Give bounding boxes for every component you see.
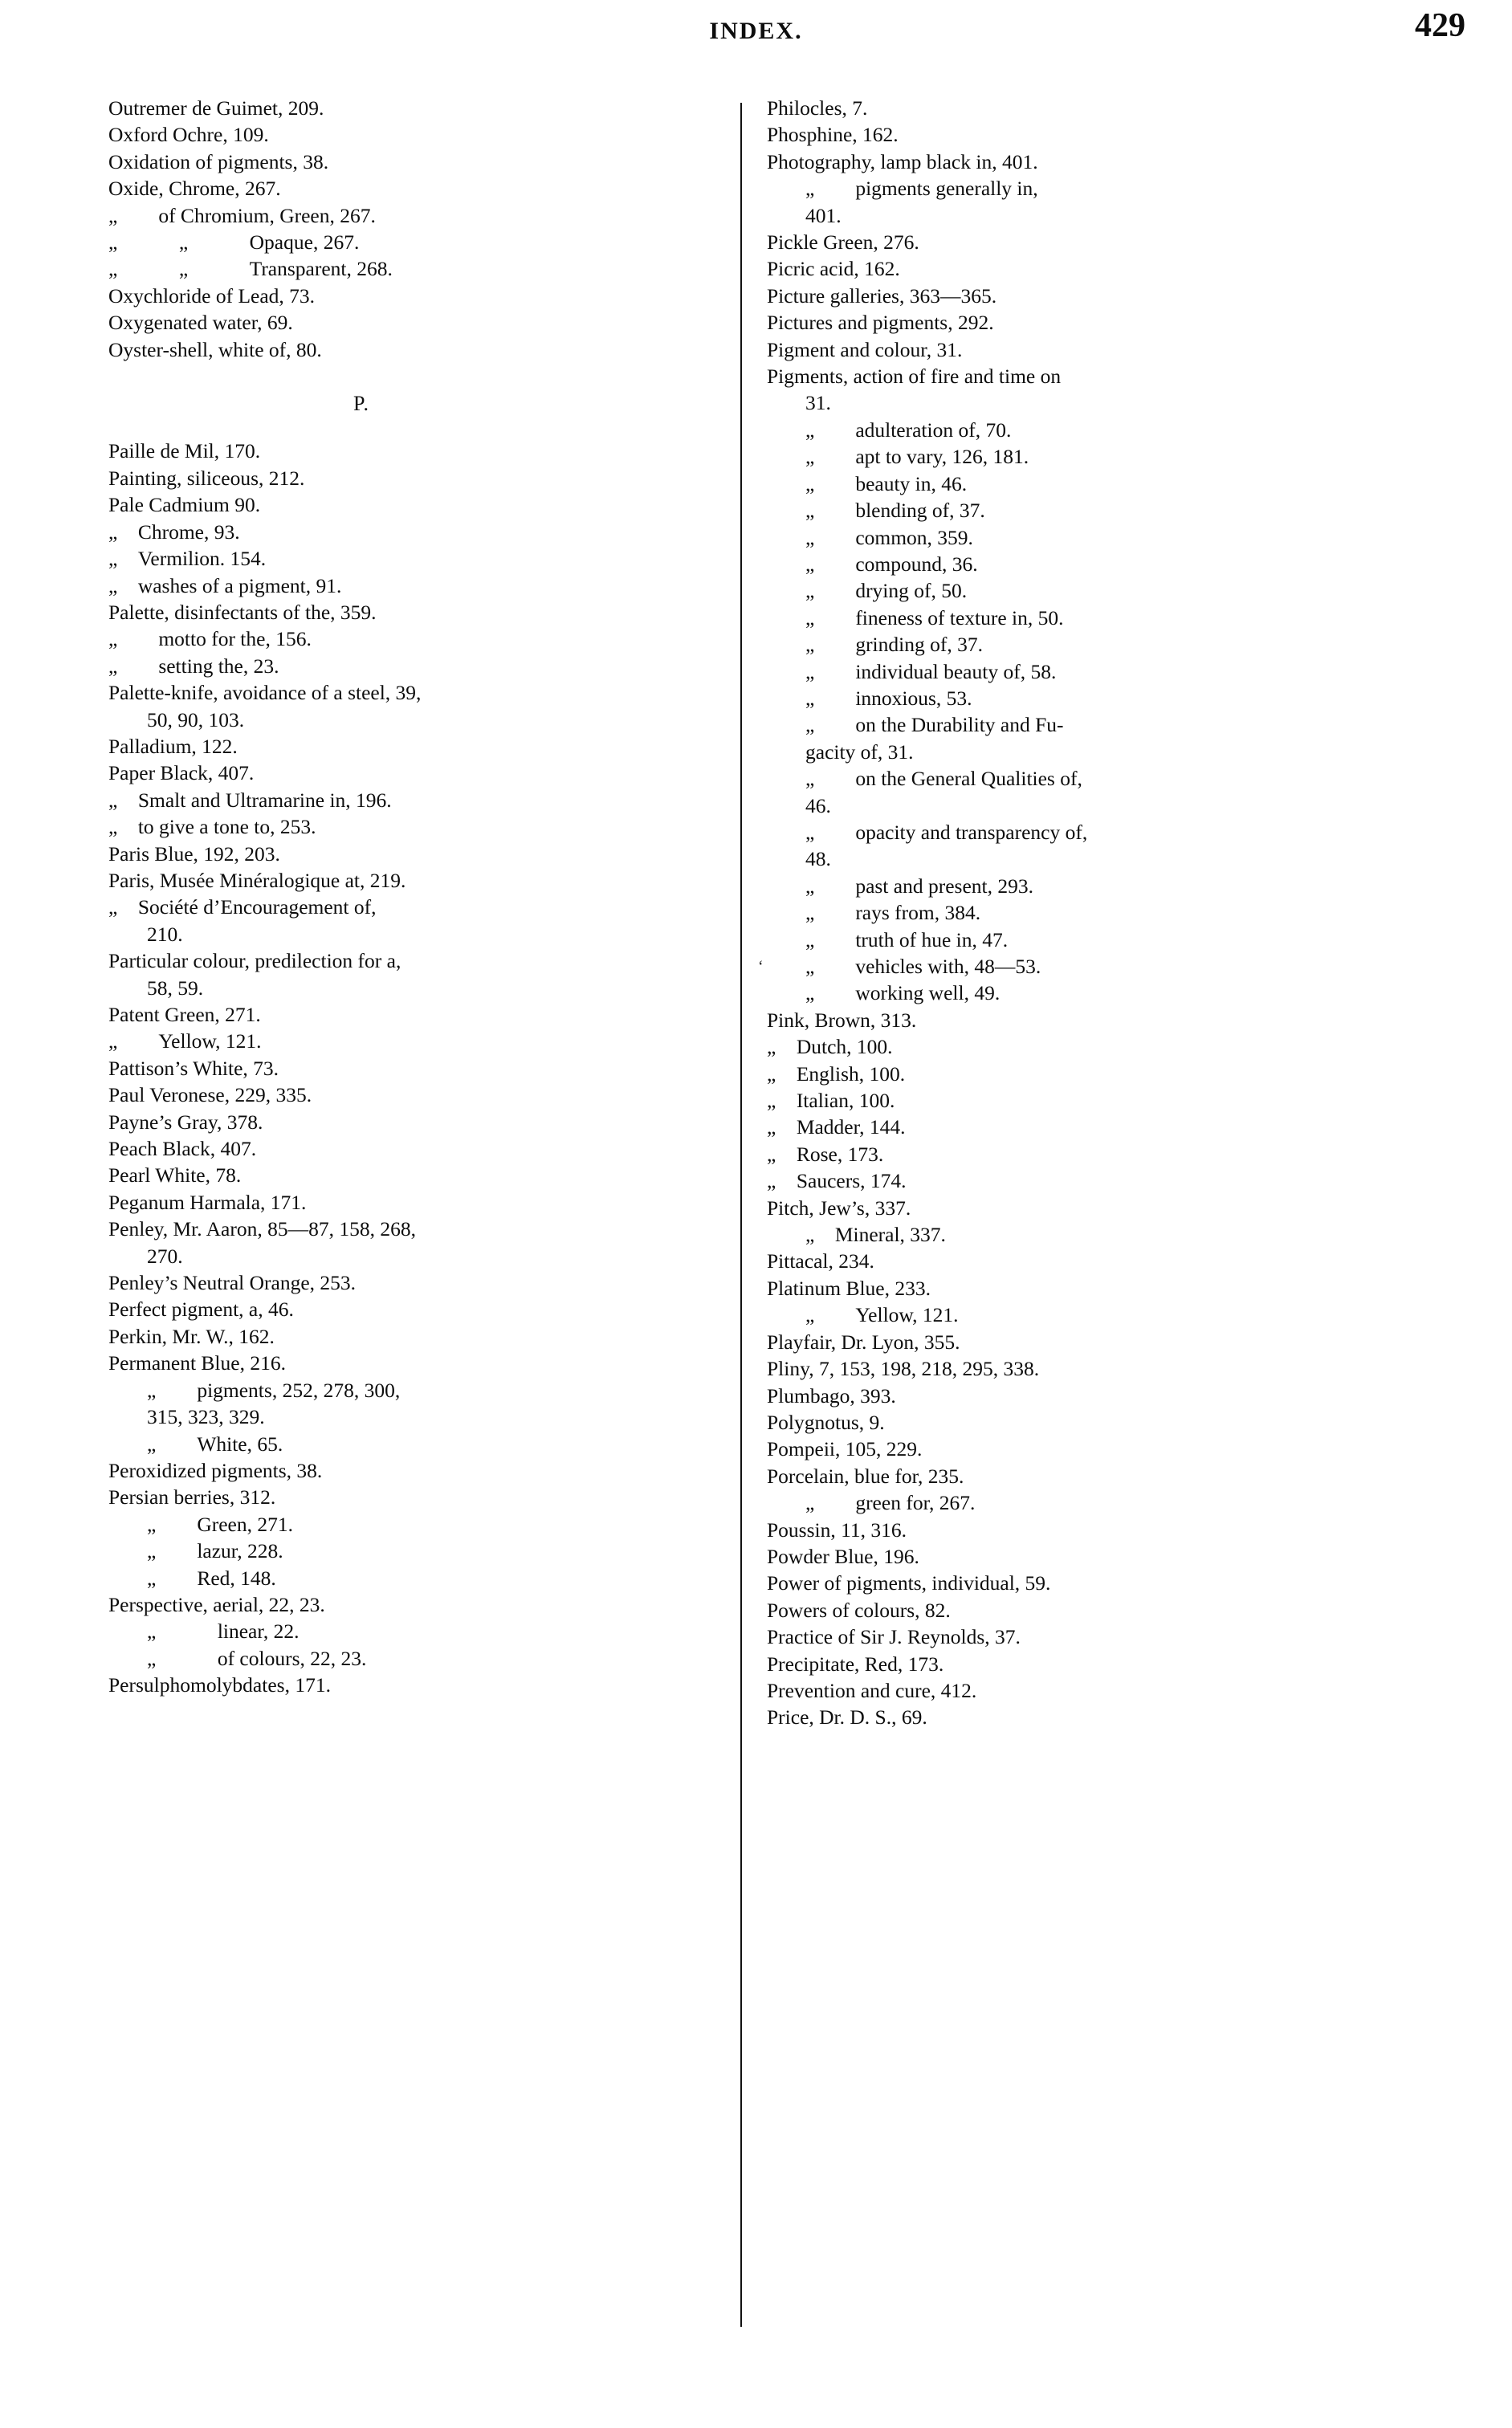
index-entry: 48.: [805, 847, 831, 871]
index-entry: Pattison’s White, 73.: [108, 1056, 279, 1080]
index-entry: „ pigments, 252, 278, 300,: [147, 1378, 401, 1402]
page-number: 429: [1415, 7, 1465, 44]
index-entry: Picture galleries, 363—365.: [767, 283, 997, 308]
index-entry: Pliny, 7, 153, 198, 218, 295, 338.: [767, 1357, 1040, 1381]
left-entry-group-o: [108, 95, 743, 363]
left-column: [108, 95, 743, 1699]
index-entry: „ Green, 271.: [147, 1512, 293, 1536]
index-entry: Palette, disinfectants of the, 359.: [108, 600, 377, 624]
index-entry: 270.: [147, 1244, 183, 1268]
index-entry: „ past and present, 293.: [805, 874, 1033, 898]
index-entry: Oxygenated water, 69.: [108, 311, 293, 335]
index-entry: „ „ Opaque, 267.: [108, 230, 360, 255]
index-entry: Penley, Mr. Aaron, 85—87, 158, 268,: [108, 1217, 416, 1241]
index-entry: Oyster-shell, white of, 80.: [108, 337, 322, 361]
index-entry: Precipitate, Red, 173.: [767, 1652, 944, 1676]
index-entry: gacity of, 31.: [805, 739, 914, 764]
index-entry: Pompeii, 105, 229.: [767, 1437, 923, 1461]
index-entry: „ Saucers, 174.: [767, 1169, 907, 1193]
index-entry: Outremer de Guimet, 209.: [108, 96, 324, 120]
index-entry: „ innoxious, 53.: [805, 686, 972, 710]
index-entry: „ English, 100.: [767, 1061, 906, 1086]
index-entry: Pictures and pigments, 292.: [767, 311, 994, 335]
index-entry: „ rays from, 384.: [805, 901, 981, 925]
index-entry: „ of colours, 22, 23.: [147, 1646, 367, 1670]
index-entry: Particular colour, predilection for a,: [108, 949, 401, 973]
index-entry: „ blending of, 37.: [805, 499, 985, 523]
index-entry: Palladium, 122.: [108, 734, 238, 758]
index-entry: „ drying of, 50.: [805, 579, 968, 603]
index-entry: „ Chrome, 93.: [108, 519, 240, 544]
index-entry: Photography, lamp black in, 401.: [767, 149, 1038, 173]
index-entry: „ of Chromium, Green, 267.: [108, 203, 376, 227]
index-entry: „ working well, 49.: [805, 981, 1001, 1005]
index-entry: Pearl White, 78.: [108, 1163, 242, 1188]
index-entry: Power of pigments, individual, 59.: [767, 1571, 1051, 1595]
index-entry: Paris Blue, 192, 203.: [108, 841, 280, 866]
index-entry: Pink, Brown, 313.: [767, 1008, 917, 1032]
index-entry: „ Yellow, 121.: [108, 1029, 262, 1053]
index-entry: Oxide, Chrome, 267.: [108, 177, 281, 201]
index-entry: Payne’s Gray, 378.: [108, 1110, 263, 1134]
index-entry: Picric acid, 162.: [767, 257, 900, 281]
index-entry: Penley’s Neutral Orange, 253.: [108, 1271, 357, 1295]
index-entry: Pale Cadmium 90.: [108, 493, 261, 517]
index-entry: Porcelain, blue for, 235.: [767, 1464, 964, 1488]
index-entry: „ Mineral, 337.: [805, 1223, 946, 1247]
index-entry: 401.: [805, 203, 842, 227]
index-entry: Playfair, Dr. Lyon, 355.: [767, 1330, 960, 1354]
section-letter-p: P.: [353, 392, 370, 416]
index-entry: Peganum Harmala, 171.: [108, 1190, 307, 1214]
index-entry: „ adulteration of, 70.: [805, 418, 1012, 442]
page-title: INDEX.: [709, 18, 803, 44]
index-entry: „ Madder, 144.: [767, 1115, 906, 1139]
index-entry: „ individual beauty of, 58.: [805, 659, 1057, 683]
index-entry: „ beauty in, 46.: [805, 471, 968, 495]
index-entry: Practice of Sir J. Reynolds, 37.: [767, 1625, 1021, 1649]
index-entry: Powder Blue, 196.: [767, 1544, 919, 1568]
index-entry: Pickle Green, 276.: [767, 230, 919, 255]
right-entry-group: [767, 95, 1401, 1731]
index-entry: „ vehicles with, 48—53.: [805, 955, 1041, 978]
index-entry: „ motto for the, 156.: [108, 627, 312, 651]
index-entry: Patent Green, 271.: [108, 1003, 261, 1026]
index-entry: Oxychloride of Lead, 73.: [108, 283, 316, 308]
index-entry: „ Red, 148.: [147, 1566, 276, 1590]
index-entry: „ „ Transparent, 268.: [108, 257, 393, 281]
index-entry: Palette-knife, avoidance of a steel, 39,: [108, 681, 422, 705]
index-entry: Perspective, aerial, 22, 23.: [108, 1592, 325, 1616]
right-column: [767, 95, 1401, 1731]
index-entry: „ opacity and transparency of,: [805, 820, 1088, 844]
index-entry: „ Smalt and Ultramarine in, 196.: [108, 788, 392, 812]
index-entry: Powers of colours, 82.: [767, 1598, 951, 1622]
index-entry: Peroxidized pigments, 38.: [108, 1458, 323, 1482]
index-entry: „ linear, 22.: [147, 1619, 300, 1644]
index-entry: Persian berries, 312.: [108, 1485, 276, 1509]
index-entry: „ Société d’Encouragement of,: [108, 895, 377, 919]
index-columns: [0, 95, 1512, 2359]
page-header: [0, 0, 1512, 74]
index-entry: 210.: [147, 922, 183, 946]
index-entry: 315, 323, 329.: [147, 1405, 265, 1429]
index-entry: „ common, 359.: [805, 525, 973, 549]
index-entry: Paul Veronese, 229, 335.: [108, 1083, 312, 1107]
index-entry: Perkin, Mr. W., 162.: [108, 1324, 275, 1348]
index-entry: „ Italian, 100.: [767, 1089, 895, 1113]
index-entry: Perfect pigment, a, 46.: [108, 1298, 294, 1322]
index-entry: Plumbago, 393.: [767, 1383, 896, 1408]
index-entry: Paris, Musée Minéralogique at, 219.: [108, 868, 406, 892]
index-entry: Oxidation of pigments, 38.: [108, 149, 329, 173]
index-entry: „ green for, 267.: [805, 1491, 976, 1515]
index-entry: 50, 90, 103.: [147, 707, 245, 731]
index-entry: „ apt to vary, 126, 181.: [805, 445, 1029, 469]
index-entry: „ lazur, 228.: [147, 1539, 283, 1563]
index-entry: „ to give a tone to, 253.: [108, 815, 316, 839]
index-entry: 58, 59.: [147, 976, 204, 1000]
index-entry: Painting, siliceous, 212.: [108, 466, 305, 490]
index-entry: Poussin, 11, 316.: [767, 1518, 907, 1542]
index-entry: „ setting the, 23.: [108, 654, 279, 678]
index-entry: „ Vermilion. 154.: [108, 547, 267, 571]
stray-tick-mark: ‘: [758, 958, 764, 976]
index-entry: Platinum Blue, 233.: [767, 1276, 931, 1300]
index-entry: „ washes of a pigment, 91.: [108, 573, 342, 597]
index-entry: Price, Dr. D. S., 69.: [767, 1705, 927, 1729]
index-entry: „ on the General Qualities of,: [805, 767, 1082, 791]
index-entry: Peach Black, 407.: [108, 1137, 257, 1161]
index-entry: „ White, 65.: [147, 1432, 283, 1456]
index-entry: Oxford Ochre, 109.: [108, 123, 269, 147]
index-entry: Pigment and colour, 31.: [767, 337, 963, 361]
index-entry: Paper Black, 407.: [108, 761, 255, 785]
index-entry: Prevention and cure, 412.: [767, 1678, 977, 1702]
index-entry: „ on the Durability and Fu-: [805, 713, 1064, 737]
index-entry: „ truth of hue in, 47.: [805, 927, 1009, 951]
index-entry: 46.: [805, 793, 831, 817]
index-entry: Pitch, Jew’s, 337.: [767, 1196, 911, 1220]
index-entry: „ Dutch, 100.: [767, 1035, 893, 1059]
index-entry: Pigments, action of fire and time on: [767, 365, 1062, 389]
index-entry: Permanent Blue, 216.: [108, 1351, 286, 1375]
index-entry: Phosphine, 162.: [767, 123, 899, 147]
index-entry: „ Rose, 173.: [767, 1142, 884, 1166]
index-entry: Polygnotus, 9.: [767, 1410, 885, 1434]
index-entry: Persulphomolybdates, 171.: [108, 1673, 331, 1697]
index-entry: Pittacal, 234.: [767, 1249, 874, 1273]
index-entry: „ compound, 36.: [805, 552, 978, 576]
index-entry: „ fineness of texture in, 50.: [805, 605, 1064, 629]
index-entry: „ pigments generally in,: [805, 177, 1038, 201]
index-entry: „ grinding of, 37.: [805, 633, 983, 657]
left-entry-group-p: [108, 438, 743, 1698]
index-entry: „ Yellow, 121.: [805, 1303, 959, 1327]
index-entry: 31.: [805, 391, 831, 415]
index-entry: Paille de Mil, 170.: [108, 439, 261, 463]
index-entry: Philocles, 7.: [767, 96, 868, 120]
